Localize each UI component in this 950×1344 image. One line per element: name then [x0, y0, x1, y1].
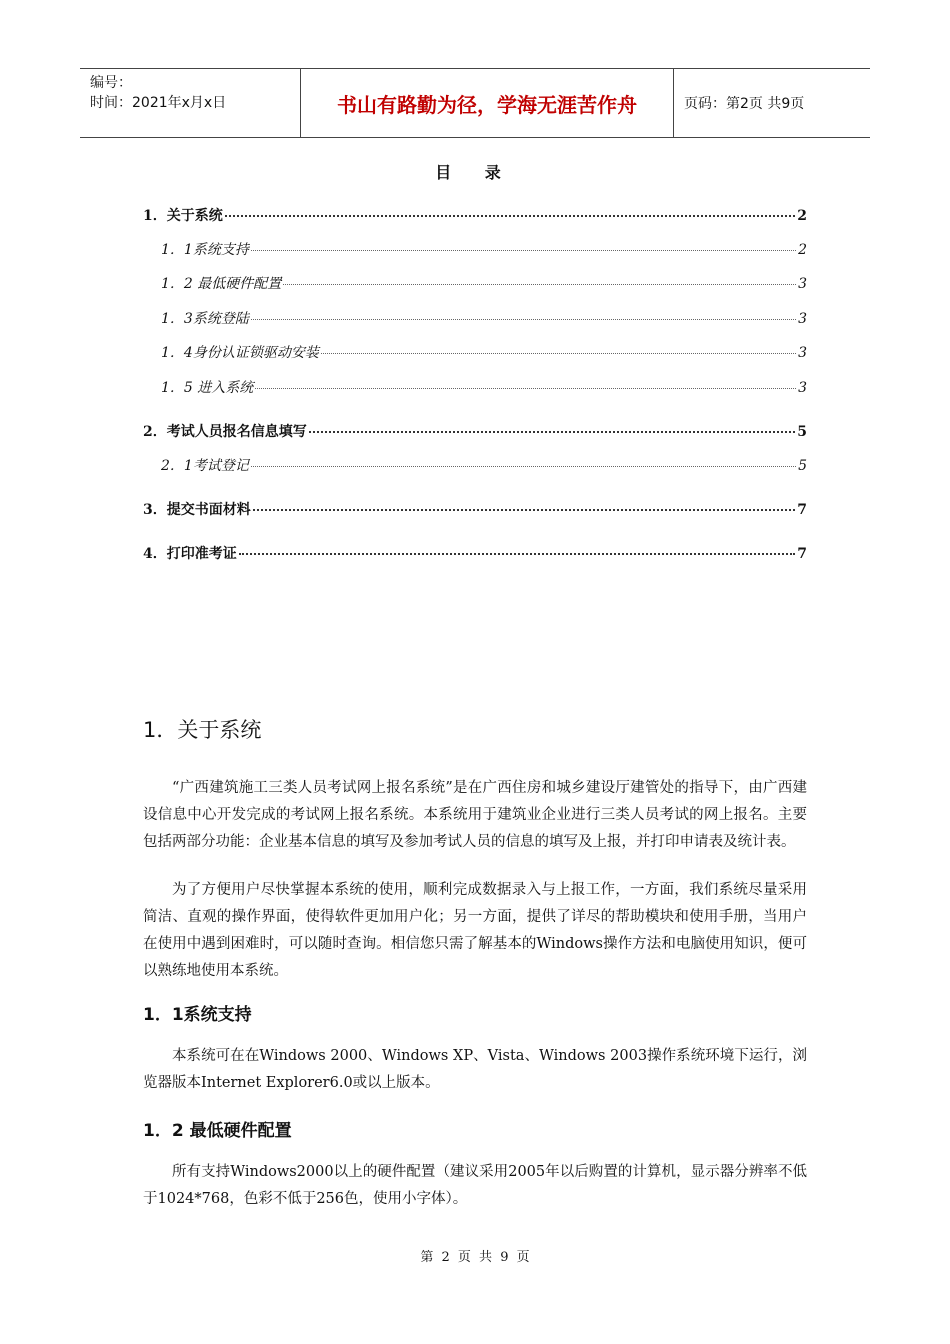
toc-entry[interactable]: 1．4身份认证锁驱动安装 3 — [161, 345, 807, 361]
header-page-info: 页码：第2页 共9页 — [684, 96, 805, 112]
paragraph: 为了方便用户尽快掌握本系统的使用，顺利完成数据录入与上报工作，一方面，我们系统尽量采用简洁、直观的操作界面，使得软件更加用户化；另一方面，提供了详尽的帮助模块和使用手册，当用户在使用中遇到困难时，可以随时查询。相信您只需了解基本的Windows操作方法和电脑使用知识，便可以熟练地使用本系统。 — [143, 882, 807, 979]
toc-entry[interactable]: 2．1考试登记 5 — [161, 458, 807, 474]
toc-entry[interactable]: 1．2 最低硬件配置 3 — [161, 276, 807, 292]
time-label: 时间：2021年x月x日 — [90, 95, 227, 111]
toc-entry[interactable]: 2．考试人员报名信息填写 5 — [143, 424, 807, 440]
header-meta — [80, 69, 301, 137]
paragraph: 所有支持Windows2000以上的硬件配置（建议采用2005年以后购置的计算机，显示器分辨率不低于1024*768，色彩不低于256色，使用小字体）。 — [143, 1164, 807, 1207]
paragraph: “广西建筑施工三类人员考试网上报名系统”是在广西住房和城乡建设厅建管处的指导下，由广西建设信息中心开发完成的考试网上报名系统。本系统用于建筑业企业进行三类人员考试的网上报名。主要包括两部分功能：企业基本信息的填写及参加考试人员的信息的填写及上报，并打印申请表及统计表。 — [143, 780, 807, 850]
toc-entry[interactable]: 1．5 进入系统 3 — [161, 380, 807, 396]
page-footer: 第 2 页 共 9 页 — [420, 1250, 530, 1265]
section-1-heading: 1．关于系统 — [143, 718, 262, 742]
toc-entry[interactable]: 1．关于系统 2 — [143, 208, 807, 224]
page-header — [80, 68, 870, 138]
toc-entry[interactable]: 1．1系统支持 2 — [161, 242, 807, 258]
header-motto: 书山有路勤为径，学海无涯苦作舟 — [301, 69, 674, 137]
toc-entry[interactable]: 3．提交书面材料 7 — [143, 502, 807, 518]
toc-title: 目 录 — [435, 163, 515, 182]
toc-entry[interactable]: 4．打印准考证 7 — [143, 546, 807, 562]
section-1-2-heading: 1．2 最低硬件配置 — [143, 1121, 292, 1141]
paragraph: 本系统可在在Windows 2000、Windows XP、Vista、Windows 2003操作系统环境下运行，浏览器版本Internet Explorer6.0或以上版本。 — [143, 1048, 807, 1091]
number-label: 编号： — [90, 75, 132, 91]
toc-entry[interactable]: 1．3系统登陆 3 — [161, 311, 807, 327]
section-1-1-heading: 1．1系统支持 — [143, 1005, 252, 1025]
